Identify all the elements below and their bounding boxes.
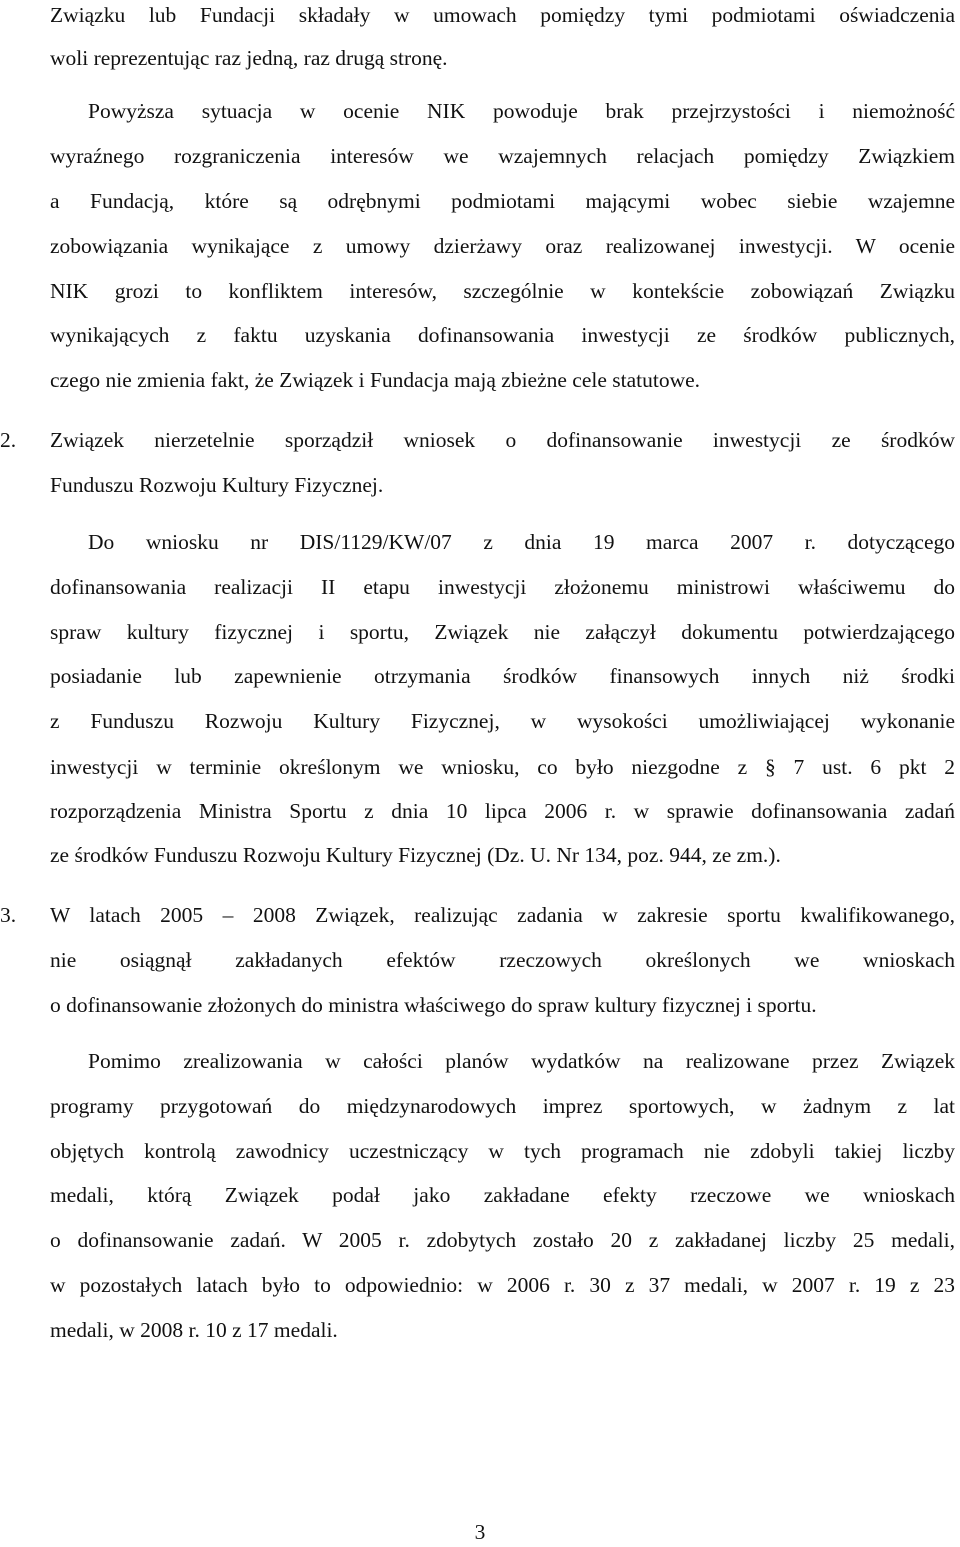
text-line: a Fundacją, które są odrębnymi podmiotami mającymi wobec siebie wzajemne bbox=[50, 189, 955, 213]
text-line: rozporządzenia Ministra Sportu z dnia 10 lipca 2006 r. w sprawie dofinansowania zadań bbox=[50, 799, 955, 823]
text-line: Związek nierzetelnie sporządził wniosek o dofinansowanie inwestycji ze środków bbox=[50, 428, 955, 452]
text-line: wyraźnego rozgraniczenia interesów we wzajemnych relacjach pomiędzy Związkiem bbox=[50, 144, 955, 168]
text-line: Związku lub Fundacji składały w umowach pomiędzy tymi podmiotami oświadczenia bbox=[50, 3, 955, 27]
page-number: 3 bbox=[474, 1520, 486, 1544]
text-line: nie osiągnął zakładanych efektów rzeczowych określonych we wnioskach bbox=[50, 948, 955, 972]
text-line: ze środków Funduszu Rozwoju Kultury Fizycznej (Dz. U. Nr 134, poz. 944, ze zm.). bbox=[50, 843, 781, 867]
text-line: czego nie zmienia fakt, że Związek i Fundacja mają zbieżne cele statutowe. bbox=[50, 368, 701, 392]
item-number: 2. bbox=[0, 428, 17, 452]
text-line: o dofinansowanie zadań. W 2005 r. zdobytych zostało 20 z zakładanej liczby 25 medali, bbox=[50, 1228, 955, 1252]
text-line: W latach 2005 – 2008 Związek, realizując zadania w zakresie sportu kwalifikowanego, bbox=[50, 903, 955, 927]
text-line: wynikających z faktu uzyskania dofinansowania inwestycji ze środków publicznych, bbox=[50, 323, 955, 347]
text-line: inwestycji w terminie określonym we wniosku, co było niezgodne z § 7 ust. 6 pkt 2 bbox=[50, 755, 955, 779]
text-line: woli reprezentując raz jedną, raz drugą stronę. bbox=[50, 46, 448, 70]
text-line: programy przygotowań do międzynarodowych imprez sportowych, w żadnym z lat bbox=[50, 1094, 955, 1118]
text-line: objętych kontrolą zawodnicy uczestniczący w tych programach nie zdobyli takiej liczby bbox=[50, 1139, 955, 1163]
text-line: o dofinansowanie złożonych do ministra właściwego do spraw kultury fizycznej i sportu. bbox=[50, 993, 817, 1017]
text-line: NIK grozi to konfliktem interesów, szczególnie w kontekście zobowiązań Związku bbox=[50, 279, 955, 303]
text-line: Do wniosku nr DIS/1129/KW/07 z dnia 19 marca 2007 r. dotyczącego bbox=[88, 530, 955, 554]
text-line: dofinansowania realizacji II etapu inwestycji złożonemu ministrowi właściwemu do bbox=[50, 575, 955, 599]
text-line: posiadanie lub zapewnienie otrzymania środków finansowych innych niż środki bbox=[50, 664, 955, 688]
item-number: 3. bbox=[0, 903, 17, 927]
text-line: medali, którą Związek podał jako zakładane efekty rzeczowe we wnioskach bbox=[50, 1183, 955, 1207]
text-line: spraw kultury fizycznej i sportu, Związek nie załączył dokumentu potwierdzającego bbox=[50, 620, 955, 644]
text-line: Funduszu Rozwoju Kultury Fizycznej. bbox=[50, 473, 384, 497]
text-line: Pomimo zrealizowania w całości planów wydatków na realizowane przez Związek bbox=[88, 1049, 955, 1073]
text-line: Powyższa sytuacja w ocenie NIK powoduje brak przejrzystości i niemożność bbox=[88, 99, 955, 123]
text-line: w pozostałych latach było to odpowiednio: w 2006 r. 30 z 37 medali, w 2007 r. 19 z 23 bbox=[50, 1273, 955, 1297]
text-line: medali, w 2008 r. 10 z 17 medali. bbox=[50, 1318, 338, 1342]
text-line: z Funduszu Rozwoju Kultury Fizycznej, w wysokości umożliwiającej wykonanie bbox=[50, 709, 955, 733]
text-line: zobowiązania wynikające z umowy dzierżawy oraz realizowanej inwestycji. W ocenie bbox=[50, 234, 955, 258]
